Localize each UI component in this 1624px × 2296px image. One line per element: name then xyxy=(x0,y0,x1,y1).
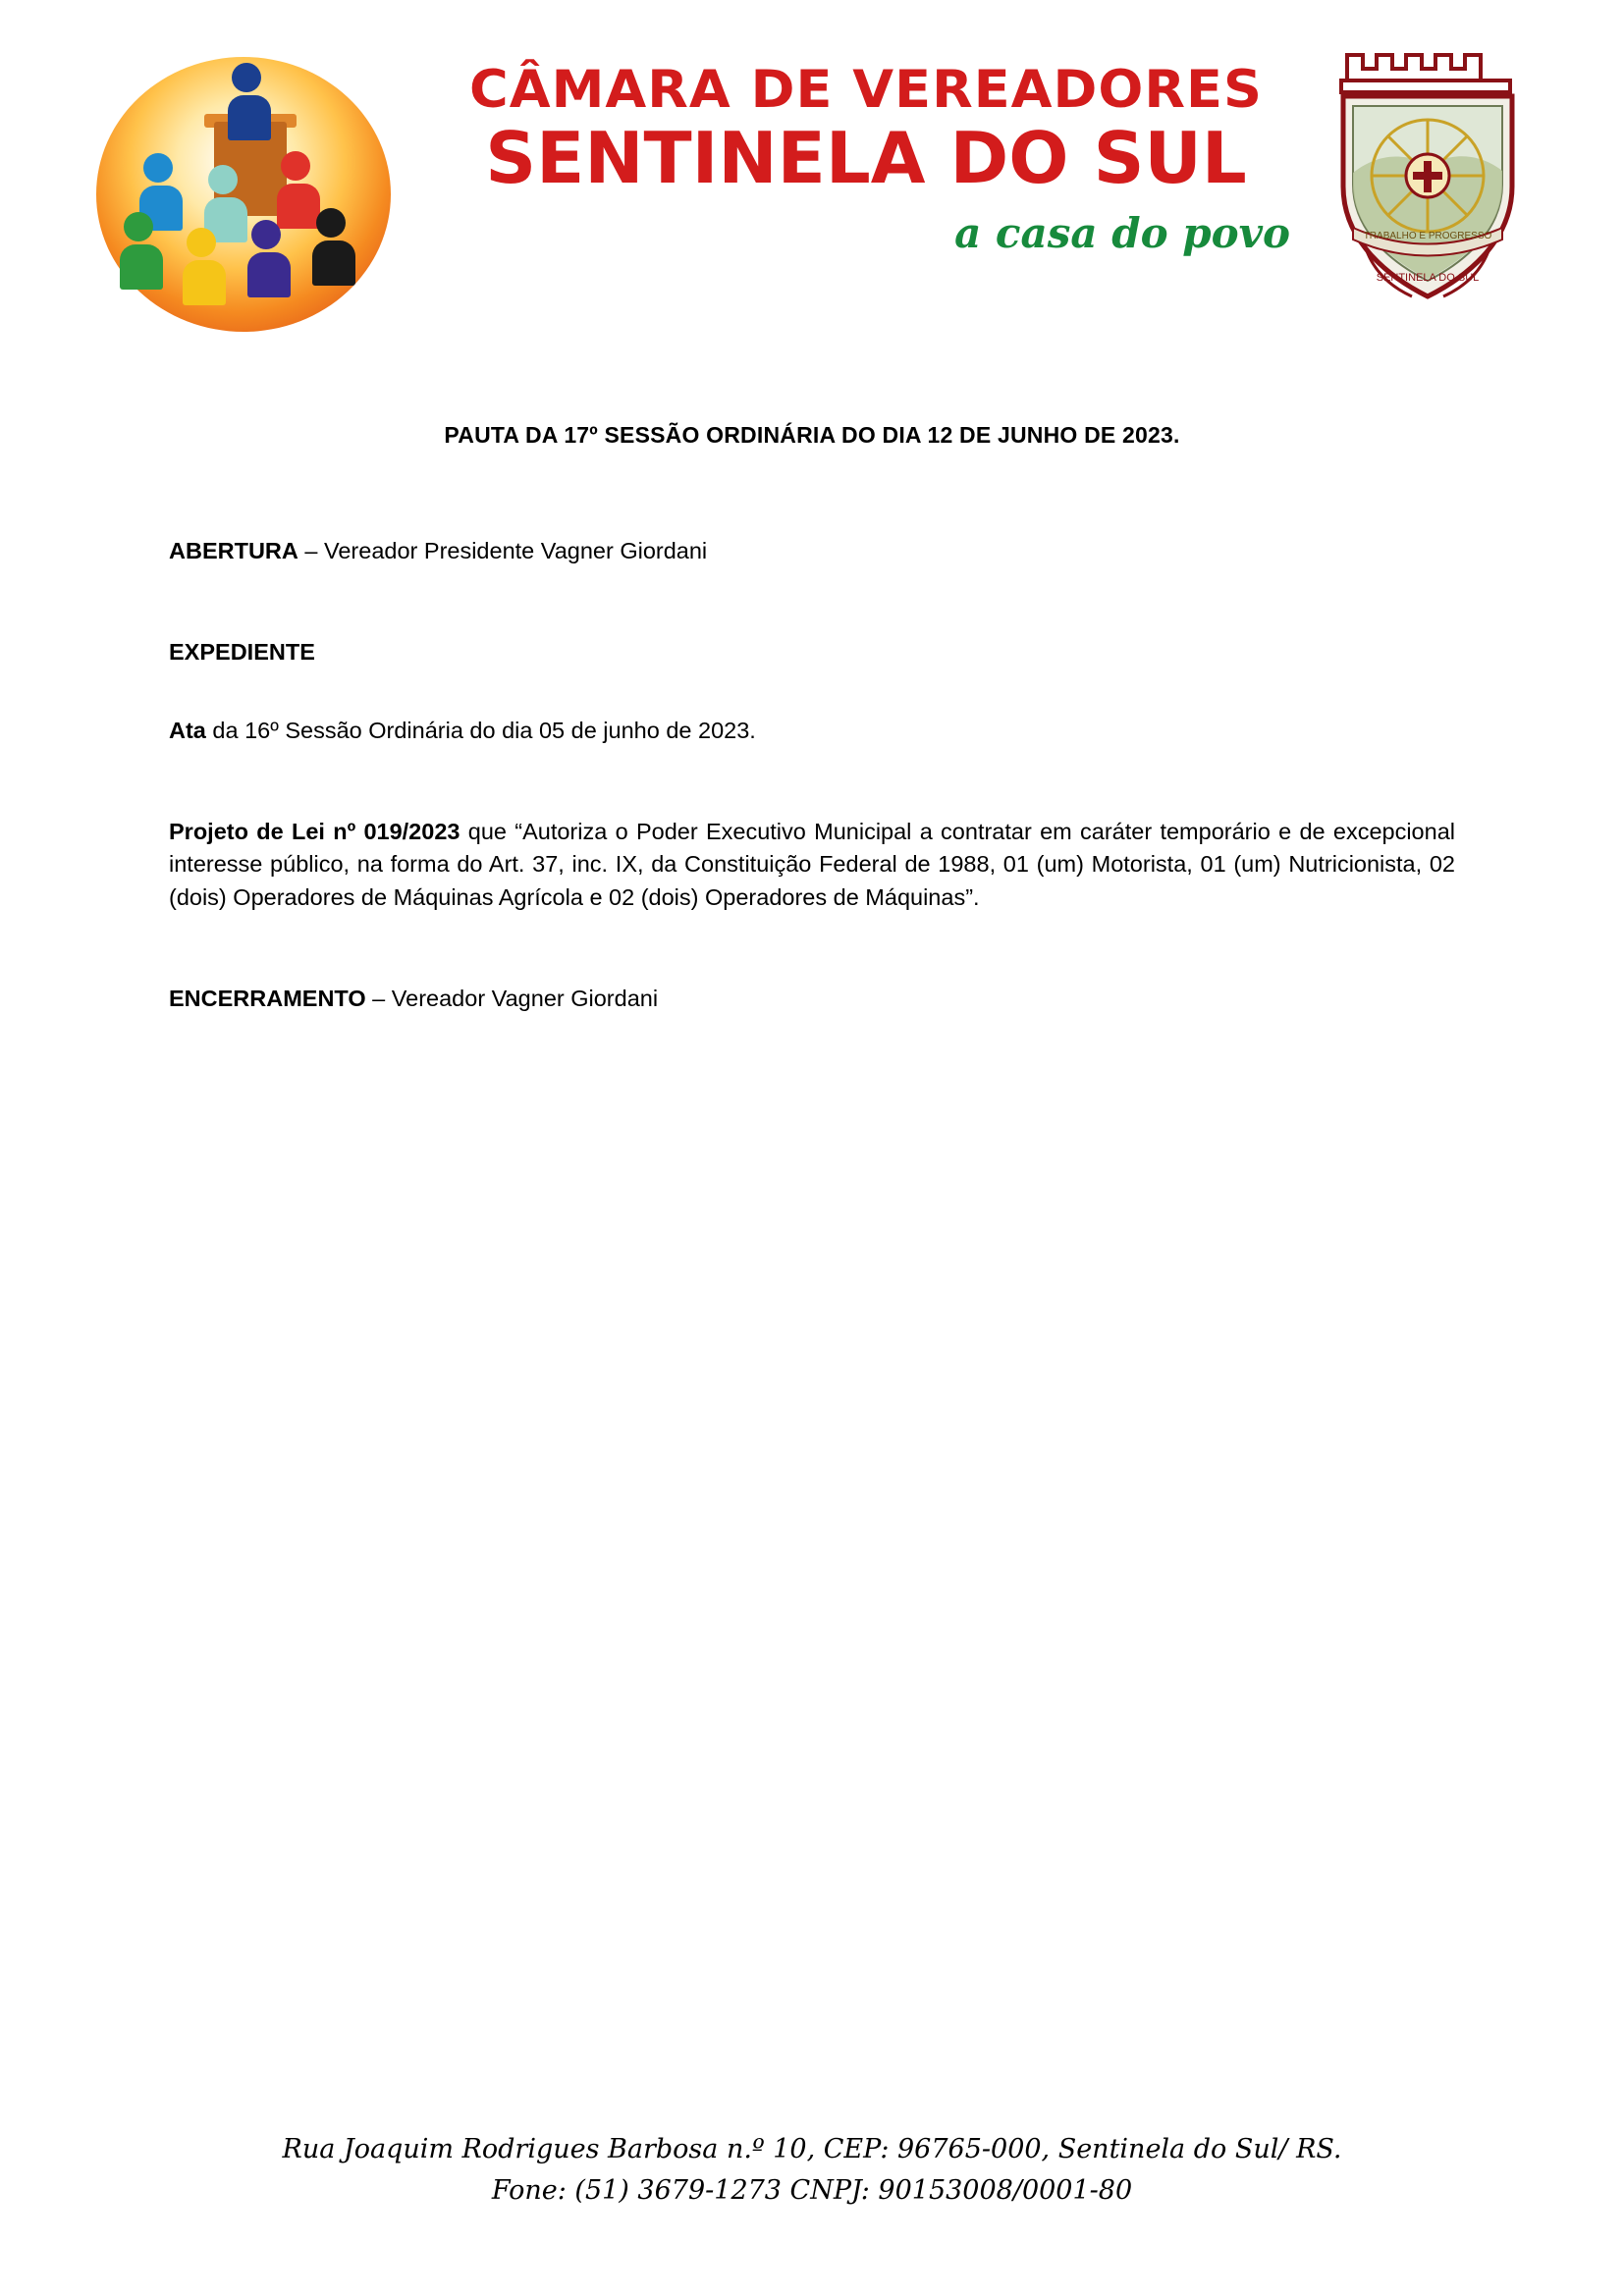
spacer xyxy=(169,567,1455,636)
projeto-label: Projeto de Lei nº 019/2023 xyxy=(169,819,460,845)
wordmark-tagline: a casa do povo xyxy=(954,209,1290,258)
page-title: PAUTA DA 17º SESSÃO ORDINÁRIA DO DIA 12 DE JUNHO DE 2023. xyxy=(444,422,1180,448)
ata-text: da 16º Sessão Ordinária do dia 05 de junho de 2023. xyxy=(205,717,756,743)
expediente-label: EXPEDIENTE xyxy=(169,639,315,666)
section-encerramento xyxy=(169,983,1455,1015)
footer-contact: Fone: (51) 3679-1273 CNPJ: 90153008/0001-80 xyxy=(491,2175,1133,2207)
figure-audience-red-icon xyxy=(277,151,314,229)
document-header xyxy=(0,0,1624,393)
figure-audience-purple-icon xyxy=(247,220,285,297)
encerramento-text: – Vereador Vagner Giordani xyxy=(365,986,659,1012)
spacer xyxy=(169,914,1455,983)
wordmark-line-city: SENTINELA DO SUL xyxy=(485,116,1247,199)
wordmark-line-camara: CÂMARA DE VEREADORES xyxy=(469,60,1263,120)
footer-address: Rua Joaquim Rodrigues Barbosa n.º 10, CEP: 96765-000, Sentinela do Sul/ RS. xyxy=(282,2134,1342,2165)
encerramento-label: ENCERRAMENTO xyxy=(169,986,366,1012)
coat-of-arms xyxy=(1320,35,1536,330)
spacer xyxy=(169,449,1455,535)
figure-speaker-icon xyxy=(228,63,265,140)
document-footer xyxy=(0,2129,1624,2212)
projeto-text: que “Autoriza o Poder Executivo Municipal a contratar em caráter temporário e de excepcional interesse público, na forma do Art. 37, inc. IX, da Constituição Federal de 1988, 01 (um) Motorista, 01 (um) Nutricionista, 02 (dois) Operadores de Máquinas Agrícola e 02 (dois) Operadores de Máquinas”. xyxy=(169,819,1455,910)
coat-of-arms-city-text: SENTINELA DO SUL xyxy=(1376,272,1480,284)
section-expediente xyxy=(169,636,1455,668)
assembly-people-logo xyxy=(88,35,412,330)
section-projeto-de-lei xyxy=(169,816,1455,914)
spacer xyxy=(169,747,1455,816)
chamber-wordmark xyxy=(412,35,1320,257)
figure-audience-black-icon xyxy=(312,208,350,286)
abertura-label: ABERTURA xyxy=(169,538,298,563)
document-body xyxy=(0,422,1624,1016)
spacer xyxy=(169,669,1455,715)
section-abertura xyxy=(169,535,1455,567)
coat-of-arms-icon xyxy=(1320,35,1536,330)
figure-audience-green-icon xyxy=(120,212,157,290)
abertura-text: – Vereador Presidente Vagner Giordani xyxy=(298,538,708,563)
ata-label: Ata xyxy=(169,717,206,743)
section-ata xyxy=(169,715,1455,747)
figure-audience-yellow-icon xyxy=(183,228,220,305)
coat-of-arms-motto-text: TRABALHO E PROGRESSO xyxy=(1363,231,1492,241)
